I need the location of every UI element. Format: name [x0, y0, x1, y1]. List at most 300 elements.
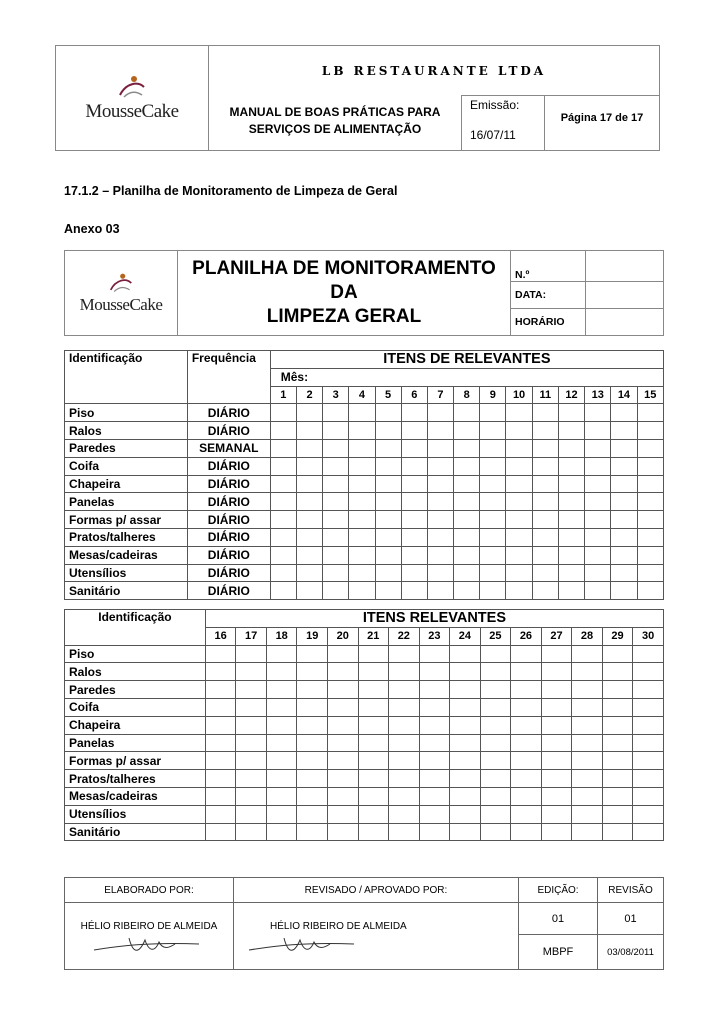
check-cell[interactable]: [572, 716, 603, 734]
check-cell[interactable]: [506, 457, 532, 475]
check-cell[interactable]: [419, 681, 450, 699]
check-cell[interactable]: [511, 787, 542, 805]
check-cell[interactable]: [585, 564, 611, 582]
check-cell[interactable]: [358, 805, 389, 823]
check-cell[interactable]: [358, 698, 389, 716]
check-cell[interactable]: [450, 823, 481, 841]
check-cell[interactable]: [450, 663, 481, 681]
check-cell[interactable]: [296, 475, 322, 493]
check-cell[interactable]: [454, 582, 480, 600]
check-cell[interactable]: [427, 493, 453, 511]
check-cell[interactable]: [572, 770, 603, 788]
check-cell[interactable]: [633, 645, 664, 663]
check-cell[interactable]: [602, 663, 633, 681]
check-cell[interactable]: [266, 681, 297, 699]
check-cell[interactable]: [296, 439, 322, 457]
check-cell[interactable]: [323, 564, 349, 582]
check-cell[interactable]: [419, 645, 450, 663]
check-cell[interactable]: [585, 493, 611, 511]
check-cell[interactable]: [266, 663, 297, 681]
check-cell[interactable]: [637, 404, 663, 422]
check-cell[interactable]: [572, 787, 603, 805]
check-cell[interactable]: [532, 546, 558, 564]
check-cell[interactable]: [637, 564, 663, 582]
check-cell[interactable]: [532, 439, 558, 457]
check-cell[interactable]: [427, 422, 453, 440]
check-cell[interactable]: [323, 475, 349, 493]
check-cell[interactable]: [506, 422, 532, 440]
check-cell[interactable]: [327, 645, 358, 663]
check-cell[interactable]: [633, 734, 664, 752]
check-cell[interactable]: [450, 787, 481, 805]
check-cell[interactable]: [389, 716, 420, 734]
check-cell[interactable]: [358, 734, 389, 752]
check-cell[interactable]: [602, 734, 633, 752]
check-cell[interactable]: [419, 805, 450, 823]
check-cell[interactable]: [506, 493, 532, 511]
check-cell[interactable]: [389, 823, 420, 841]
check-cell[interactable]: [327, 823, 358, 841]
check-cell[interactable]: [637, 546, 663, 564]
check-cell[interactable]: [266, 752, 297, 770]
check-cell[interactable]: [558, 564, 584, 582]
check-cell[interactable]: [637, 528, 663, 546]
check-cell[interactable]: [480, 698, 511, 716]
check-cell[interactable]: [480, 528, 506, 546]
check-cell[interactable]: [480, 681, 511, 699]
check-cell[interactable]: [633, 681, 664, 699]
check-cell[interactable]: [297, 805, 328, 823]
check-cell[interactable]: [401, 493, 427, 511]
check-cell[interactable]: [480, 663, 511, 681]
check-cell[interactable]: [633, 823, 664, 841]
check-cell[interactable]: [585, 439, 611, 457]
check-cell[interactable]: [427, 511, 453, 529]
check-cell[interactable]: [270, 546, 296, 564]
check-cell[interactable]: [236, 681, 267, 699]
check-cell[interactable]: [602, 645, 633, 663]
check-cell[interactable]: [297, 716, 328, 734]
check-cell[interactable]: [633, 770, 664, 788]
check-cell[interactable]: [205, 681, 236, 699]
check-cell[interactable]: [454, 404, 480, 422]
check-cell[interactable]: [270, 457, 296, 475]
check-cell[interactable]: [236, 770, 267, 788]
check-cell[interactable]: [637, 475, 663, 493]
check-cell[interactable]: [511, 663, 542, 681]
check-cell[interactable]: [637, 493, 663, 511]
check-cell[interactable]: [270, 493, 296, 511]
check-cell[interactable]: [454, 457, 480, 475]
check-cell[interactable]: [296, 528, 322, 546]
check-cell[interactable]: [323, 511, 349, 529]
check-cell[interactable]: [506, 404, 532, 422]
check-cell[interactable]: [611, 439, 637, 457]
check-cell[interactable]: [541, 716, 572, 734]
check-cell[interactable]: [297, 787, 328, 805]
check-cell[interactable]: [480, 546, 506, 564]
check-cell[interactable]: [480, 439, 506, 457]
check-cell[interactable]: [572, 681, 603, 699]
check-cell[interactable]: [450, 645, 481, 663]
check-cell[interactable]: [205, 770, 236, 788]
check-cell[interactable]: [585, 457, 611, 475]
check-cell[interactable]: [389, 698, 420, 716]
check-cell[interactable]: [389, 805, 420, 823]
check-cell[interactable]: [236, 734, 267, 752]
check-cell[interactable]: [558, 546, 584, 564]
check-cell[interactable]: [327, 805, 358, 823]
check-cell[interactable]: [375, 422, 401, 440]
check-cell[interactable]: [637, 511, 663, 529]
check-cell[interactable]: [401, 546, 427, 564]
check-cell[interactable]: [349, 511, 375, 529]
check-cell[interactable]: [358, 645, 389, 663]
check-cell[interactable]: [375, 493, 401, 511]
check-cell[interactable]: [558, 493, 584, 511]
check-cell[interactable]: [541, 734, 572, 752]
check-cell[interactable]: [611, 564, 637, 582]
check-cell[interactable]: [585, 422, 611, 440]
check-cell[interactable]: [480, 787, 511, 805]
check-cell[interactable]: [585, 528, 611, 546]
check-cell[interactable]: [270, 439, 296, 457]
check-cell[interactable]: [602, 752, 633, 770]
check-cell[interactable]: [427, 528, 453, 546]
check-cell[interactable]: [506, 582, 532, 600]
check-cell[interactable]: [358, 716, 389, 734]
check-cell[interactable]: [323, 528, 349, 546]
check-cell[interactable]: [633, 698, 664, 716]
check-cell[interactable]: [327, 752, 358, 770]
check-cell[interactable]: [349, 475, 375, 493]
check-cell[interactable]: [558, 475, 584, 493]
check-cell[interactable]: [585, 475, 611, 493]
check-cell[interactable]: [296, 564, 322, 582]
check-cell[interactable]: [296, 511, 322, 529]
check-cell[interactable]: [541, 681, 572, 699]
check-cell[interactable]: [296, 493, 322, 511]
check-cell[interactable]: [401, 457, 427, 475]
check-cell[interactable]: [602, 823, 633, 841]
check-cell[interactable]: [349, 564, 375, 582]
check-cell[interactable]: [532, 404, 558, 422]
check-cell[interactable]: [572, 805, 603, 823]
check-cell[interactable]: [572, 645, 603, 663]
check-cell[interactable]: [266, 645, 297, 663]
check-cell[interactable]: [419, 770, 450, 788]
check-cell[interactable]: [480, 493, 506, 511]
check-cell[interactable]: [419, 663, 450, 681]
check-cell[interactable]: [511, 681, 542, 699]
check-cell[interactable]: [358, 770, 389, 788]
check-cell[interactable]: [401, 582, 427, 600]
check-cell[interactable]: [511, 698, 542, 716]
check-cell[interactable]: [541, 663, 572, 681]
check-cell[interactable]: [450, 805, 481, 823]
check-cell[interactable]: [297, 734, 328, 752]
check-cell[interactable]: [480, 716, 511, 734]
check-cell[interactable]: [327, 787, 358, 805]
check-cell[interactable]: [327, 698, 358, 716]
check-cell[interactable]: [297, 823, 328, 841]
check-cell[interactable]: [558, 582, 584, 600]
check-cell[interactable]: [532, 475, 558, 493]
check-cell[interactable]: [511, 805, 542, 823]
check-cell[interactable]: [633, 752, 664, 770]
check-cell[interactable]: [480, 823, 511, 841]
check-cell[interactable]: [611, 457, 637, 475]
check-cell[interactable]: [506, 439, 532, 457]
check-cell[interactable]: [205, 787, 236, 805]
check-cell[interactable]: [633, 716, 664, 734]
check-cell[interactable]: [480, 582, 506, 600]
check-cell[interactable]: [480, 422, 506, 440]
check-cell[interactable]: [602, 716, 633, 734]
check-cell[interactable]: [585, 511, 611, 529]
check-cell[interactable]: [297, 698, 328, 716]
check-cell[interactable]: [266, 716, 297, 734]
check-cell[interactable]: [532, 493, 558, 511]
check-cell[interactable]: [611, 511, 637, 529]
check-cell[interactable]: [349, 404, 375, 422]
check-cell[interactable]: [611, 582, 637, 600]
check-cell[interactable]: [375, 582, 401, 600]
check-cell[interactable]: [266, 734, 297, 752]
check-cell[interactable]: [236, 645, 267, 663]
check-cell[interactable]: [480, 457, 506, 475]
check-cell[interactable]: [205, 716, 236, 734]
check-cell[interactable]: [480, 564, 506, 582]
check-cell[interactable]: [375, 528, 401, 546]
check-cell[interactable]: [389, 681, 420, 699]
check-cell[interactable]: [585, 582, 611, 600]
check-cell[interactable]: [602, 681, 633, 699]
check-cell[interactable]: [236, 752, 267, 770]
check-cell[interactable]: [266, 805, 297, 823]
check-cell[interactable]: [401, 404, 427, 422]
check-cell[interactable]: [427, 564, 453, 582]
check-cell[interactable]: [419, 823, 450, 841]
check-cell[interactable]: [450, 752, 481, 770]
time-field[interactable]: [586, 309, 664, 336]
check-cell[interactable]: [450, 770, 481, 788]
check-cell[interactable]: [532, 564, 558, 582]
check-cell[interactable]: [266, 770, 297, 788]
check-cell[interactable]: [327, 770, 358, 788]
check-cell[interactable]: [558, 422, 584, 440]
check-cell[interactable]: [506, 546, 532, 564]
check-cell[interactable]: [389, 787, 420, 805]
check-cell[interactable]: [506, 475, 532, 493]
check-cell[interactable]: [205, 734, 236, 752]
check-cell[interactable]: [572, 823, 603, 841]
check-cell[interactable]: [511, 734, 542, 752]
number-field[interactable]: [586, 251, 664, 282]
check-cell[interactable]: [454, 511, 480, 529]
check-cell[interactable]: [375, 564, 401, 582]
check-cell[interactable]: [419, 698, 450, 716]
check-cell[interactable]: [270, 475, 296, 493]
check-cell[interactable]: [572, 663, 603, 681]
check-cell[interactable]: [323, 493, 349, 511]
check-cell[interactable]: [270, 404, 296, 422]
check-cell[interactable]: [454, 546, 480, 564]
check-cell[interactable]: [401, 511, 427, 529]
check-cell[interactable]: [296, 582, 322, 600]
check-cell[interactable]: [572, 752, 603, 770]
check-cell[interactable]: [454, 422, 480, 440]
check-cell[interactable]: [358, 681, 389, 699]
check-cell[interactable]: [541, 787, 572, 805]
check-cell[interactable]: [506, 564, 532, 582]
check-cell[interactable]: [297, 770, 328, 788]
check-cell[interactable]: [327, 734, 358, 752]
check-cell[interactable]: [427, 546, 453, 564]
check-cell[interactable]: [480, 752, 511, 770]
check-cell[interactable]: [205, 645, 236, 663]
check-cell[interactable]: [236, 716, 267, 734]
check-cell[interactable]: [511, 716, 542, 734]
check-cell[interactable]: [205, 823, 236, 841]
check-cell[interactable]: [506, 528, 532, 546]
check-cell[interactable]: [327, 716, 358, 734]
check-cell[interactable]: [419, 734, 450, 752]
check-cell[interactable]: [427, 457, 453, 475]
check-cell[interactable]: [236, 805, 267, 823]
check-cell[interactable]: [633, 663, 664, 681]
check-cell[interactable]: [349, 493, 375, 511]
check-cell[interactable]: [296, 457, 322, 475]
check-cell[interactable]: [236, 787, 267, 805]
check-cell[interactable]: [454, 528, 480, 546]
check-cell[interactable]: [558, 457, 584, 475]
check-cell[interactable]: [236, 663, 267, 681]
check-cell[interactable]: [419, 787, 450, 805]
check-cell[interactable]: [427, 582, 453, 600]
check-cell[interactable]: [375, 457, 401, 475]
check-cell[interactable]: [450, 734, 481, 752]
check-cell[interactable]: [266, 787, 297, 805]
check-cell[interactable]: [427, 404, 453, 422]
check-cell[interactable]: [358, 663, 389, 681]
check-cell[interactable]: [511, 823, 542, 841]
check-cell[interactable]: [296, 422, 322, 440]
check-cell[interactable]: [541, 698, 572, 716]
check-cell[interactable]: [541, 645, 572, 663]
check-cell[interactable]: [611, 493, 637, 511]
check-cell[interactable]: [511, 645, 542, 663]
check-cell[interactable]: [541, 823, 572, 841]
check-cell[interactable]: [637, 582, 663, 600]
check-cell[interactable]: [532, 422, 558, 440]
check-cell[interactable]: [205, 805, 236, 823]
check-cell[interactable]: [454, 564, 480, 582]
check-cell[interactable]: [427, 439, 453, 457]
check-cell[interactable]: [419, 716, 450, 734]
check-cell[interactable]: [236, 823, 267, 841]
check-cell[interactable]: [323, 422, 349, 440]
check-cell[interactable]: [511, 770, 542, 788]
check-cell[interactable]: [236, 698, 267, 716]
check-cell[interactable]: [480, 475, 506, 493]
check-cell[interactable]: [454, 439, 480, 457]
check-cell[interactable]: [532, 582, 558, 600]
check-cell[interactable]: [358, 752, 389, 770]
check-cell[interactable]: [506, 511, 532, 529]
check-cell[interactable]: [389, 734, 420, 752]
check-cell[interactable]: [480, 805, 511, 823]
check-cell[interactable]: [558, 511, 584, 529]
check-cell[interactable]: [297, 645, 328, 663]
check-cell[interactable]: [558, 528, 584, 546]
check-cell[interactable]: [349, 422, 375, 440]
check-cell[interactable]: [297, 663, 328, 681]
check-cell[interactable]: [454, 475, 480, 493]
check-cell[interactable]: [401, 564, 427, 582]
check-cell[interactable]: [389, 752, 420, 770]
check-cell[interactable]: [419, 752, 450, 770]
check-cell[interactable]: [511, 752, 542, 770]
check-cell[interactable]: [205, 752, 236, 770]
check-cell[interactable]: [323, 582, 349, 600]
check-cell[interactable]: [572, 734, 603, 752]
check-cell[interactable]: [358, 787, 389, 805]
check-cell[interactable]: [349, 457, 375, 475]
check-cell[interactable]: [450, 698, 481, 716]
check-cell[interactable]: [270, 582, 296, 600]
check-cell[interactable]: [602, 698, 633, 716]
check-cell[interactable]: [349, 439, 375, 457]
check-cell[interactable]: [270, 422, 296, 440]
check-cell[interactable]: [349, 546, 375, 564]
check-cell[interactable]: [327, 681, 358, 699]
check-cell[interactable]: [266, 698, 297, 716]
check-cell[interactable]: [296, 546, 322, 564]
check-cell[interactable]: [205, 663, 236, 681]
check-cell[interactable]: [633, 805, 664, 823]
check-cell[interactable]: [602, 805, 633, 823]
check-cell[interactable]: [375, 546, 401, 564]
check-cell[interactable]: [323, 546, 349, 564]
check-cell[interactable]: [427, 475, 453, 493]
check-cell[interactable]: [401, 475, 427, 493]
check-cell[interactable]: [266, 823, 297, 841]
check-cell[interactable]: [541, 752, 572, 770]
check-cell[interactable]: [401, 528, 427, 546]
check-cell[interactable]: [480, 511, 506, 529]
check-cell[interactable]: [375, 439, 401, 457]
check-cell[interactable]: [389, 770, 420, 788]
check-cell[interactable]: [611, 528, 637, 546]
check-cell[interactable]: [585, 404, 611, 422]
check-cell[interactable]: [558, 439, 584, 457]
check-cell[interactable]: [375, 475, 401, 493]
check-cell[interactable]: [532, 511, 558, 529]
check-cell[interactable]: [541, 805, 572, 823]
check-cell[interactable]: [541, 770, 572, 788]
check-cell[interactable]: [633, 787, 664, 805]
check-cell[interactable]: [611, 475, 637, 493]
check-cell[interactable]: [205, 698, 236, 716]
check-cell[interactable]: [585, 546, 611, 564]
check-cell[interactable]: [375, 511, 401, 529]
check-cell[interactable]: [297, 681, 328, 699]
check-cell[interactable]: [532, 457, 558, 475]
check-cell[interactable]: [480, 770, 511, 788]
check-cell[interactable]: [389, 663, 420, 681]
check-cell[interactable]: [270, 528, 296, 546]
